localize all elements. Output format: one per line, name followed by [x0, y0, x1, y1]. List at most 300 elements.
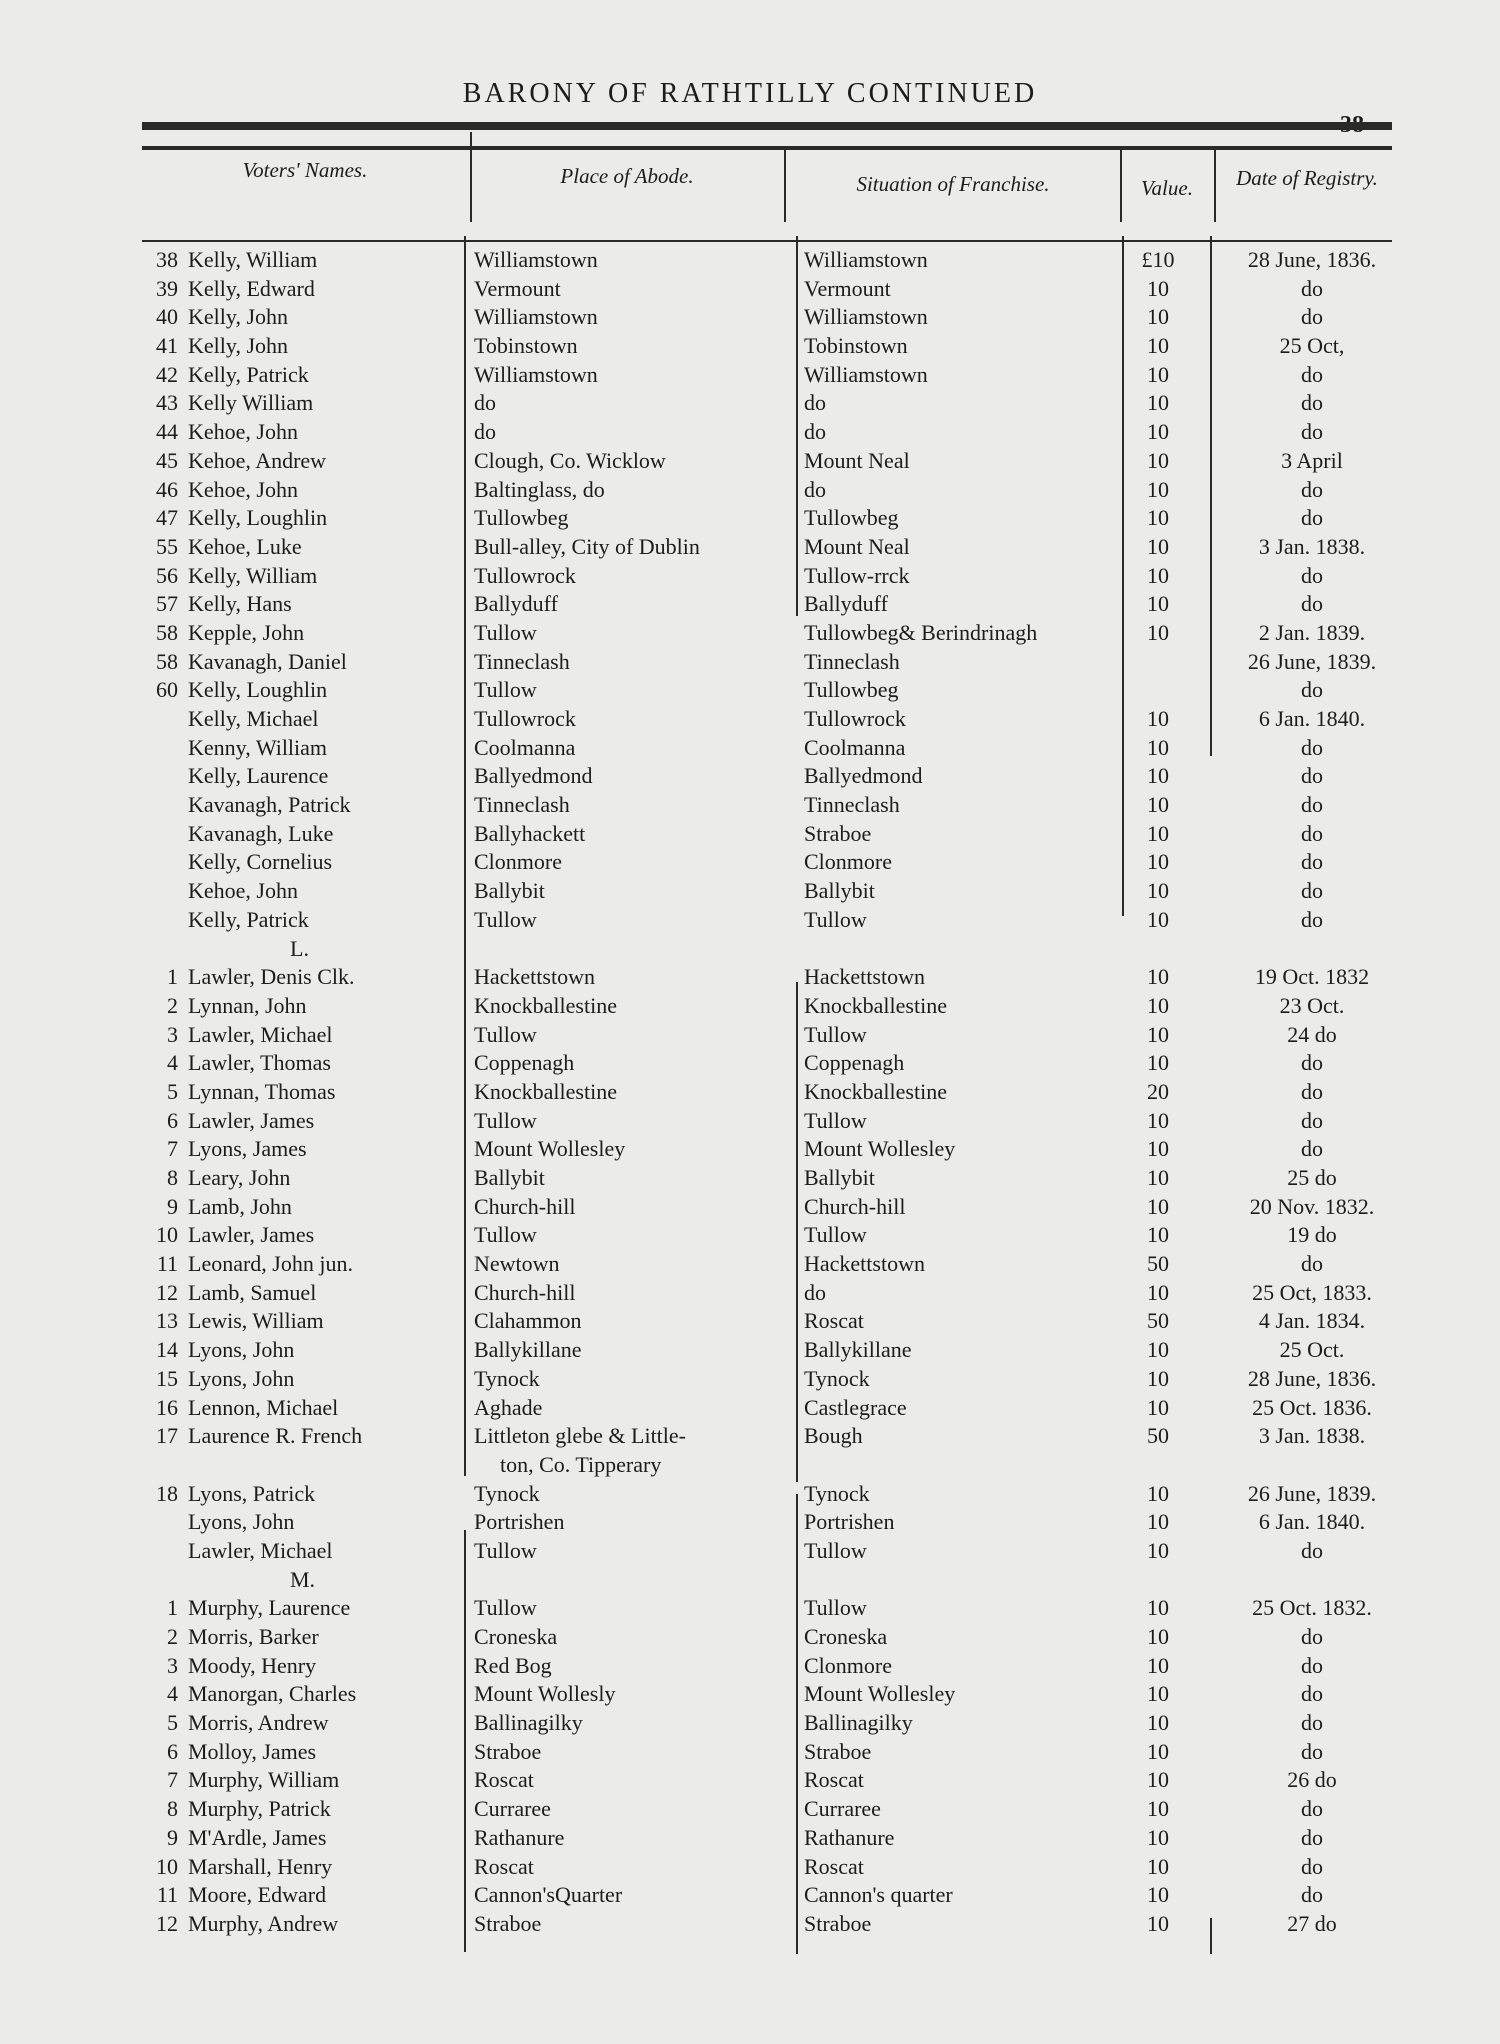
voter-number: 44 [156, 419, 178, 445]
franchise-situation: Tullow-rrck [804, 562, 910, 588]
place-of-abode: Cannon'sQuarter [474, 1882, 623, 1908]
table-row [0, 361, 1500, 390]
franchise-situation: Tinneclash [804, 648, 900, 674]
place-of-abode: Bull-alley, City of Dublin [474, 533, 700, 559]
registry-date: do [1301, 1537, 1323, 1563]
registry-date: do [1301, 878, 1323, 904]
voter-name: Kepple, John [188, 619, 305, 645]
franchise-value: 10 [1147, 275, 1169, 301]
franchise-value: 10 [1147, 906, 1169, 932]
table-row [0, 389, 1500, 418]
voter-name: Murphy, Andrew [188, 1910, 339, 1936]
franchise-value: 10 [1147, 1882, 1169, 1908]
header-situation-of-franchise: Situation of Franchise. [856, 172, 1050, 196]
registry-date: 26 June, 1839. [1247, 648, 1377, 674]
franchise-value: 10 [1147, 1509, 1169, 1535]
voter-number: 9 [167, 1193, 178, 1219]
table-row [0, 1279, 1500, 1308]
table-row [0, 762, 1500, 791]
franchise-value: 20 [1147, 1078, 1169, 1104]
table-row [0, 1336, 1500, 1365]
table-row [0, 1652, 1500, 1681]
franchise-value: 10 [1147, 1910, 1169, 1936]
franchise-value: 10 [1147, 1165, 1169, 1190]
franchise-value: 10 [1147, 1796, 1169, 1822]
voter-number: 45 [156, 447, 178, 473]
registry-date: do [1301, 1624, 1323, 1649]
registry-date: 3 Jan. 1838. [1258, 1423, 1366, 1449]
table-row [0, 418, 1500, 447]
voter-name: Leonard, John jun. [188, 1251, 353, 1277]
place-of-abode: Williamstown [474, 304, 598, 330]
franchise-situation: Roscat [804, 1853, 864, 1879]
franchise-value: 10 [1147, 792, 1169, 818]
franchise-value: 10 [1147, 820, 1169, 846]
registry-date: 25 Oct. 1836. [1252, 1394, 1372, 1420]
franchise-value: 10 [1147, 1537, 1169, 1563]
franchise-situation: Knockballestine [804, 992, 947, 1018]
place-of-abode: Croneska [474, 1624, 558, 1649]
franchise-situation: Williamstown [804, 247, 928, 272]
place-of-abode: Portrishen [474, 1509, 565, 1535]
table-row [0, 705, 1500, 734]
registry-date: 28 June, 1836. [1247, 247, 1377, 272]
franchise-situation: Mount Wollesley [804, 1681, 956, 1707]
place-of-abode: Straboe [474, 1910, 542, 1936]
place-of-abode: Ballinagilky [474, 1710, 583, 1736]
table-row [0, 1623, 1500, 1652]
franchise-situation: Tullow [804, 1021, 867, 1047]
voter-name: Kelly, Edward [188, 275, 315, 301]
table-row [0, 1853, 1500, 1882]
voter-name: M'Ardle, James [188, 1824, 327, 1850]
franchise-value: 50 [1147, 1251, 1169, 1277]
registry-date: 19 Oct. 1832 [1254, 964, 1370, 990]
voter-name: Kelly, William [188, 247, 318, 272]
franchise-situation: Tullow [804, 1595, 867, 1621]
registry-date: 26 June, 1839. [1247, 1480, 1377, 1506]
franchise-value: 50 [1147, 1423, 1169, 1449]
table-row [0, 676, 1500, 705]
franchise-value: 50 [1147, 1308, 1169, 1334]
voter-name: Molloy, James [188, 1738, 317, 1764]
franchise-value: 10 [1147, 992, 1169, 1018]
table-row [0, 1250, 1500, 1279]
franchise-value: 10 [1147, 1738, 1169, 1764]
table-row [0, 1021, 1500, 1050]
voter-number: 4 [167, 1681, 178, 1707]
voter-name: Laurence R. French [188, 1423, 363, 1449]
franchise-value: 10 [1147, 1021, 1169, 1047]
voter-name: Lyons, John [188, 1509, 295, 1535]
franchise-value: 10 [1147, 447, 1169, 473]
franchise-situation: Mount Wollesley [804, 1136, 956, 1162]
table-row [0, 906, 1500, 935]
voter-number: 58 [156, 619, 178, 645]
voter-name: Murphy, Laurence [188, 1595, 351, 1621]
table-row [0, 1422, 1500, 1451]
franchise-situation: Ballyedmond [804, 763, 923, 789]
franchise-value: 10 [1147, 1337, 1169, 1363]
registry-date: 4 Jan. 1834. [1258, 1308, 1366, 1334]
header-date-of-registry: Date of Registry. [1236, 166, 1378, 190]
section-heading-row [0, 1566, 1500, 1595]
franchise-value: 10 [1147, 333, 1169, 359]
registry-date: do [1301, 1251, 1323, 1277]
registry-date: do [1301, 505, 1323, 531]
table-row [0, 1910, 1500, 1939]
voter-name: Lawler, Michael [188, 1537, 333, 1563]
registry-date: do [1301, 1710, 1323, 1736]
table-row [0, 1164, 1500, 1193]
franchise-value: 10 [1147, 1710, 1169, 1736]
place-of-abode: Rathanure [474, 1824, 565, 1850]
place-of-abode: Roscat [474, 1853, 534, 1879]
section-heading-row [0, 935, 1500, 964]
place-of-abode: Roscat [474, 1767, 534, 1793]
voter-number: 57 [156, 591, 178, 617]
table-row [0, 963, 1500, 992]
place-of-abode: Ballykillane [474, 1337, 582, 1363]
voter-number: 55 [156, 533, 178, 559]
voter-number: 12 [156, 1279, 178, 1305]
voter-name: Moody, Henry [188, 1652, 317, 1678]
registry-date: do [1301, 1050, 1323, 1076]
voter-number: 56 [156, 562, 178, 588]
table-row [0, 1107, 1500, 1136]
place-of-abode: Ballybit [474, 878, 545, 904]
registry-date: do [1301, 820, 1323, 846]
franchise-situation: Tullow [804, 1107, 867, 1133]
table-row [0, 1451, 1500, 1480]
table-row [0, 734, 1500, 763]
table-row [0, 332, 1500, 361]
voter-number: 3 [167, 1652, 178, 1678]
franchise-situation: Portrishen [804, 1509, 895, 1535]
registry-date: do [1301, 1738, 1323, 1764]
voter-number: 14 [156, 1337, 178, 1363]
franchise-situation: Vermount [804, 275, 891, 301]
voter-name: Lyons, John [188, 1337, 295, 1363]
table-row [0, 1766, 1500, 1795]
voter-number: 13 [156, 1308, 178, 1334]
franchise-value: 10 [1147, 706, 1169, 731]
franchise-value: 10 [1147, 361, 1169, 387]
franchise-situation: Ballykillane [804, 1337, 912, 1363]
place-of-abode: Straboe [474, 1738, 542, 1764]
voter-number: 11 [156, 1251, 178, 1277]
registry-date: do [1301, 1824, 1323, 1850]
voter-name: Lyons, Patrick [188, 1480, 316, 1506]
franchise-value: 10 [1147, 1652, 1169, 1678]
table-row [0, 992, 1500, 1021]
registry-date: 20 Nov. 1832. [1249, 1193, 1375, 1219]
registry-date: do [1301, 1136, 1323, 1162]
place-of-abode: Tullow [474, 619, 537, 645]
place-of-abode: Aghade [474, 1394, 543, 1420]
voter-name: Kehoe, John [188, 476, 298, 502]
registry-date: 25 Oct. 1832. [1252, 1595, 1372, 1621]
franchise-value: 10 [1147, 1107, 1169, 1133]
franchise-situation: Ballyduff [804, 591, 888, 617]
voter-name: Kelly, Michael [188, 706, 319, 731]
table-row [0, 504, 1500, 533]
registry-date: 3 April [1281, 447, 1343, 473]
registry-date: do [1301, 1652, 1323, 1678]
registry-date: do [1301, 304, 1323, 330]
voter-name: Kelly, John [188, 333, 289, 359]
voter-name: Lamb, Samuel [188, 1279, 317, 1305]
table-row [0, 877, 1500, 906]
voter-number: 15 [156, 1365, 178, 1391]
table-row [0, 1594, 1500, 1623]
voter-name: M. [290, 1566, 316, 1592]
franchise-value: 10 [1147, 562, 1169, 588]
voter-name: Lyons, John [188, 1365, 295, 1391]
voter-name: Kehoe, John [188, 878, 298, 904]
table-row [0, 476, 1500, 505]
registry-date: do [1301, 792, 1323, 818]
place-of-abode: Church-hill [474, 1279, 576, 1305]
voter-number: 7 [167, 1136, 178, 1162]
place-of-abode: Tullow [474, 906, 537, 932]
franchise-value: 10 [1147, 390, 1169, 416]
voter-name: Kehoe, Andrew [188, 447, 327, 473]
franchise-situation: Bough [804, 1423, 863, 1449]
voter-name: Lawler, Denis Clk. [188, 964, 355, 990]
franchise-value: 10 [1147, 1222, 1169, 1248]
voter-number: 39 [156, 275, 178, 301]
voter-number: 6 [167, 1107, 178, 1133]
registry-date: do [1301, 677, 1323, 703]
place-of-abode: Williamstown [474, 247, 598, 272]
franchise-value: 10 [1147, 964, 1169, 990]
place-of-abode: Curraree [474, 1796, 551, 1822]
franchise-situation: Cannon's quarter [804, 1882, 953, 1908]
voter-number: 46 [156, 476, 178, 502]
voter-name: Lawler, James [188, 1222, 315, 1248]
franchise-value: 10 [1147, 1136, 1169, 1162]
voter-name: Kelly, Hans [188, 591, 292, 617]
voter-name: Lennon, Michael [188, 1394, 339, 1420]
column-divider [784, 150, 786, 222]
table-row [0, 275, 1500, 304]
voter-name: Lamb, John [188, 1193, 292, 1219]
voter-number: 42 [156, 361, 178, 387]
registry-date: 25 do [1287, 1165, 1337, 1190]
header-voters-names: Voters' Names. [242, 158, 368, 182]
registry-date: do [1301, 1796, 1323, 1822]
table-row [0, 1221, 1500, 1250]
voter-name: Kelly William [188, 390, 314, 416]
franchise-situation: Tynock [804, 1365, 870, 1391]
column-divider [1214, 150, 1216, 222]
voter-number: 4 [167, 1050, 178, 1076]
place-of-abode: Tullow [474, 1107, 537, 1133]
top-rule [142, 122, 1392, 130]
voter-number: 58 [156, 648, 178, 674]
voter-number: 16 [156, 1394, 178, 1420]
registry-date: 2 Jan. 1839. [1258, 619, 1366, 645]
place-of-abode: Tinneclash [474, 648, 570, 674]
voter-number: 1 [167, 964, 178, 990]
table-row [0, 1307, 1500, 1336]
voter-table [0, 246, 1500, 1939]
franchise-situation: Tynock [804, 1480, 870, 1506]
table-row [0, 1078, 1500, 1107]
table-row [0, 1394, 1500, 1423]
franchise-situation: Tullow [804, 906, 867, 932]
voter-number: 38 [156, 247, 178, 272]
franchise-value: 10 [1147, 419, 1169, 445]
franchise-value: 10 [1147, 1394, 1169, 1420]
voter-number: 6 [167, 1738, 178, 1764]
franchise-situation: Tullowbeg [804, 505, 899, 531]
franchise-value: 10 [1147, 1595, 1169, 1621]
place-of-abode: Coolmanna [474, 734, 576, 760]
table-row [0, 1049, 1500, 1078]
registry-date: do [1301, 390, 1323, 416]
franchise-situation: do [804, 419, 826, 445]
place-of-abode: Clough, Co. Wicklow [474, 447, 666, 473]
registry-date: 19 do [1287, 1222, 1337, 1248]
registry-date: 6 Jan. 1840. [1258, 706, 1366, 731]
table-row [0, 1135, 1500, 1164]
table-row [0, 1738, 1500, 1767]
franchise-situation: Tullowrock [804, 706, 906, 731]
table-row [0, 1365, 1500, 1394]
place-of-abode: Knockballestine [474, 992, 617, 1018]
place-of-abode: Tullow [474, 1595, 537, 1621]
voter-number: 12 [156, 1910, 178, 1936]
franchise-value: 10 [1147, 763, 1169, 789]
table-row [0, 1480, 1500, 1509]
place-of-abode: Mount Wollesley [474, 1136, 626, 1162]
franchise-value: 10 [1147, 1050, 1169, 1076]
voter-number: 5 [167, 1710, 178, 1736]
place-of-abode: Church-hill [474, 1193, 576, 1219]
registry-date: do [1301, 562, 1323, 588]
franchise-situation: do [804, 1279, 826, 1305]
place-of-abode: Ballybit [474, 1165, 545, 1190]
registry-date: do [1301, 1078, 1323, 1104]
place-of-abode: Clonmore [474, 849, 562, 875]
franchise-situation: Hackettstown [804, 964, 925, 990]
top-rule-thin [142, 146, 1392, 150]
franchise-situation: do [804, 476, 826, 502]
franchise-situation: Clonmore [804, 1652, 892, 1678]
voter-name: Lawler, James [188, 1107, 315, 1133]
voter-name: Lewis, William [188, 1308, 324, 1334]
place-of-abode: Red Bog [474, 1652, 552, 1678]
voter-name: Lynnan, Thomas [188, 1078, 336, 1104]
voter-number: 18 [156, 1480, 178, 1506]
voter-name: Kelly, Laurence [188, 763, 329, 789]
voter-name: L. [290, 935, 309, 961]
franchise-value: 10 [1147, 1681, 1169, 1707]
voter-number: 9 [167, 1824, 178, 1850]
voter-name: Lawler, Michael [188, 1021, 333, 1047]
voter-number: 8 [167, 1796, 178, 1822]
voter-name: Marshall, Henry [188, 1853, 333, 1879]
franchise-situation: Church-hill [804, 1193, 906, 1219]
registry-date: 3 Jan. 1838. [1258, 533, 1366, 559]
registry-date: 6 Jan. 1840. [1258, 1509, 1366, 1535]
table-row [0, 791, 1500, 820]
registry-date: do [1301, 361, 1323, 387]
table-row [0, 648, 1500, 677]
place-of-abode: ton, Co. Tipperary [500, 1451, 662, 1477]
table-row [0, 1881, 1500, 1910]
voter-number: 1 [167, 1595, 178, 1621]
franchise-value: 10 [1147, 505, 1169, 531]
place-of-abode: Mount Wollesly [474, 1681, 616, 1707]
franchise-situation: Coolmanna [804, 734, 906, 760]
table-row [0, 1193, 1500, 1222]
table-row [0, 590, 1500, 619]
registry-date: do [1301, 734, 1323, 760]
place-of-abode: Clahammon [474, 1308, 582, 1334]
franchise-value: 10 [1147, 849, 1169, 875]
voter-number: 2 [167, 992, 178, 1018]
table-row [0, 303, 1500, 332]
voter-number: 2 [167, 1624, 178, 1649]
franchise-situation: Hackettstown [804, 1251, 925, 1277]
franchise-situation: Curraree [804, 1796, 881, 1822]
franchise-situation: Roscat [804, 1308, 864, 1334]
header-value: Value. [1141, 176, 1193, 200]
voter-name: Kelly, Loughlin [188, 505, 328, 531]
table-row [0, 820, 1500, 849]
franchise-situation: Rathanure [804, 1824, 895, 1850]
voter-name: Kavanagh, Luke [188, 820, 334, 846]
place-of-abode: Ballyedmond [474, 763, 593, 789]
place-of-abode: Tinneclash [474, 792, 570, 818]
page-title: BARONY OF RATHTILLY CONTINUED [462, 78, 1038, 109]
franchise-situation: Knockballestine [804, 1078, 947, 1104]
table-row [0, 447, 1500, 476]
registry-date: do [1301, 1853, 1323, 1879]
registry-date: 27 do [1287, 1910, 1337, 1936]
franchise-situation: Tullowbeg& Berindrinagh [804, 619, 1038, 645]
registry-date: do [1301, 1681, 1323, 1707]
place-of-abode: Ballyduff [474, 591, 558, 617]
voter-number: 8 [167, 1165, 178, 1190]
table-row [0, 1537, 1500, 1566]
franchise-value: £10 [1141, 247, 1175, 272]
franchise-value: 10 [1147, 1767, 1169, 1793]
registry-date: do [1301, 275, 1323, 301]
place-of-abode: Ballyhackett [474, 820, 586, 846]
voter-number: 17 [156, 1423, 178, 1449]
voter-number: 10 [156, 1222, 178, 1248]
franchise-situation: Ballinagilky [804, 1710, 913, 1736]
franchise-situation: Tobinstown [804, 333, 908, 359]
voter-name: Lawler, Thomas [188, 1050, 331, 1076]
table-row [0, 1508, 1500, 1537]
voter-number: 47 [156, 505, 178, 531]
registry-date: do [1301, 419, 1323, 445]
franchise-situation: Mount Neal [804, 533, 910, 559]
table-row [0, 1824, 1500, 1853]
franchise-situation: Clonmore [804, 849, 892, 875]
header-place-of-abode: Place of Abode. [560, 164, 694, 188]
registry-date: 26 do [1287, 1767, 1337, 1793]
voter-number: 5 [167, 1078, 178, 1104]
franchise-value: 10 [1147, 533, 1169, 559]
voter-name: Moore, Edward [188, 1882, 327, 1908]
place-of-abode: Tullowrock [474, 706, 576, 731]
